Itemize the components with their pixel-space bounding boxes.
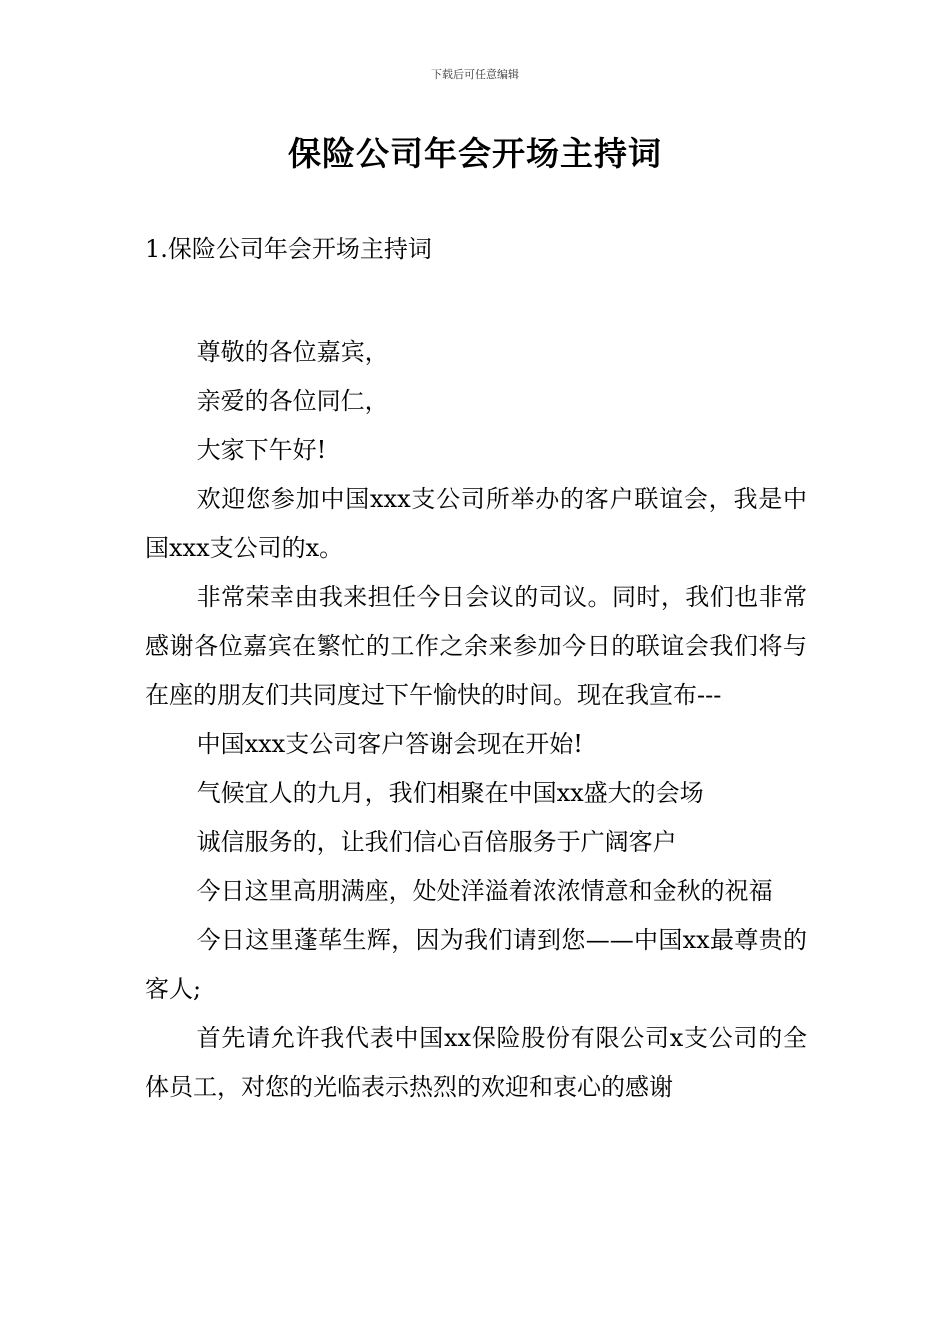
paragraph-verse-2: 诚信服务的，让我们信心百倍服务于广阔客户 [196, 828, 677, 856]
paragraph-welcome: 欢迎您参加中国xxx支公司所举办的客户联谊会，我是中国xxx支公司的x。 [145, 485, 807, 562]
paragraph-greeting-colleagues: 亲爱的各位同仁， [196, 387, 389, 415]
document-title: 保险公司年会开场主持词 [288, 134, 662, 173]
paragraph-opening-announcement: 中国xxx支公司客户答谢会现在开始! [196, 730, 583, 758]
paragraph-host-intro: 非常荣幸由我来担任今日会议的司议。同时，我们也非常感谢各位嘉宾在繁忙的工作之余来参加今日的联谊会我们将与在座的朋友们共同度过下午愉快的时间。现在我宣布--- [145, 583, 807, 709]
paragraph-thanks: 首先请允许我代表中国xx保险股份有限公司x支公司的全体员工，对您的光临表示热烈的欢迎和衷心的感谢 [145, 1024, 807, 1101]
paragraph-verse-3: 今日这里高朋满座，处处洋溢着浓浓情意和金秋的祝福 [196, 877, 773, 905]
section-heading: 1.保险公司年会开场主持词 [145, 235, 432, 263]
header-note: 下载后可任意编辑 [431, 68, 519, 81]
paragraph-verse-4: 今日这里蓬荜生辉，因为我们请到您——中国xx最尊贵的客人; [145, 926, 807, 1003]
document-body [145, 328, 807, 1112]
paragraph-verse-1: 气候宜人的九月，我们相聚在中国xx盛大的会场 [196, 779, 704, 807]
paragraph-greeting-guests: 尊敬的各位嘉宾， [196, 338, 389, 366]
paragraph-good-afternoon: 大家下午好! [196, 436, 327, 464]
